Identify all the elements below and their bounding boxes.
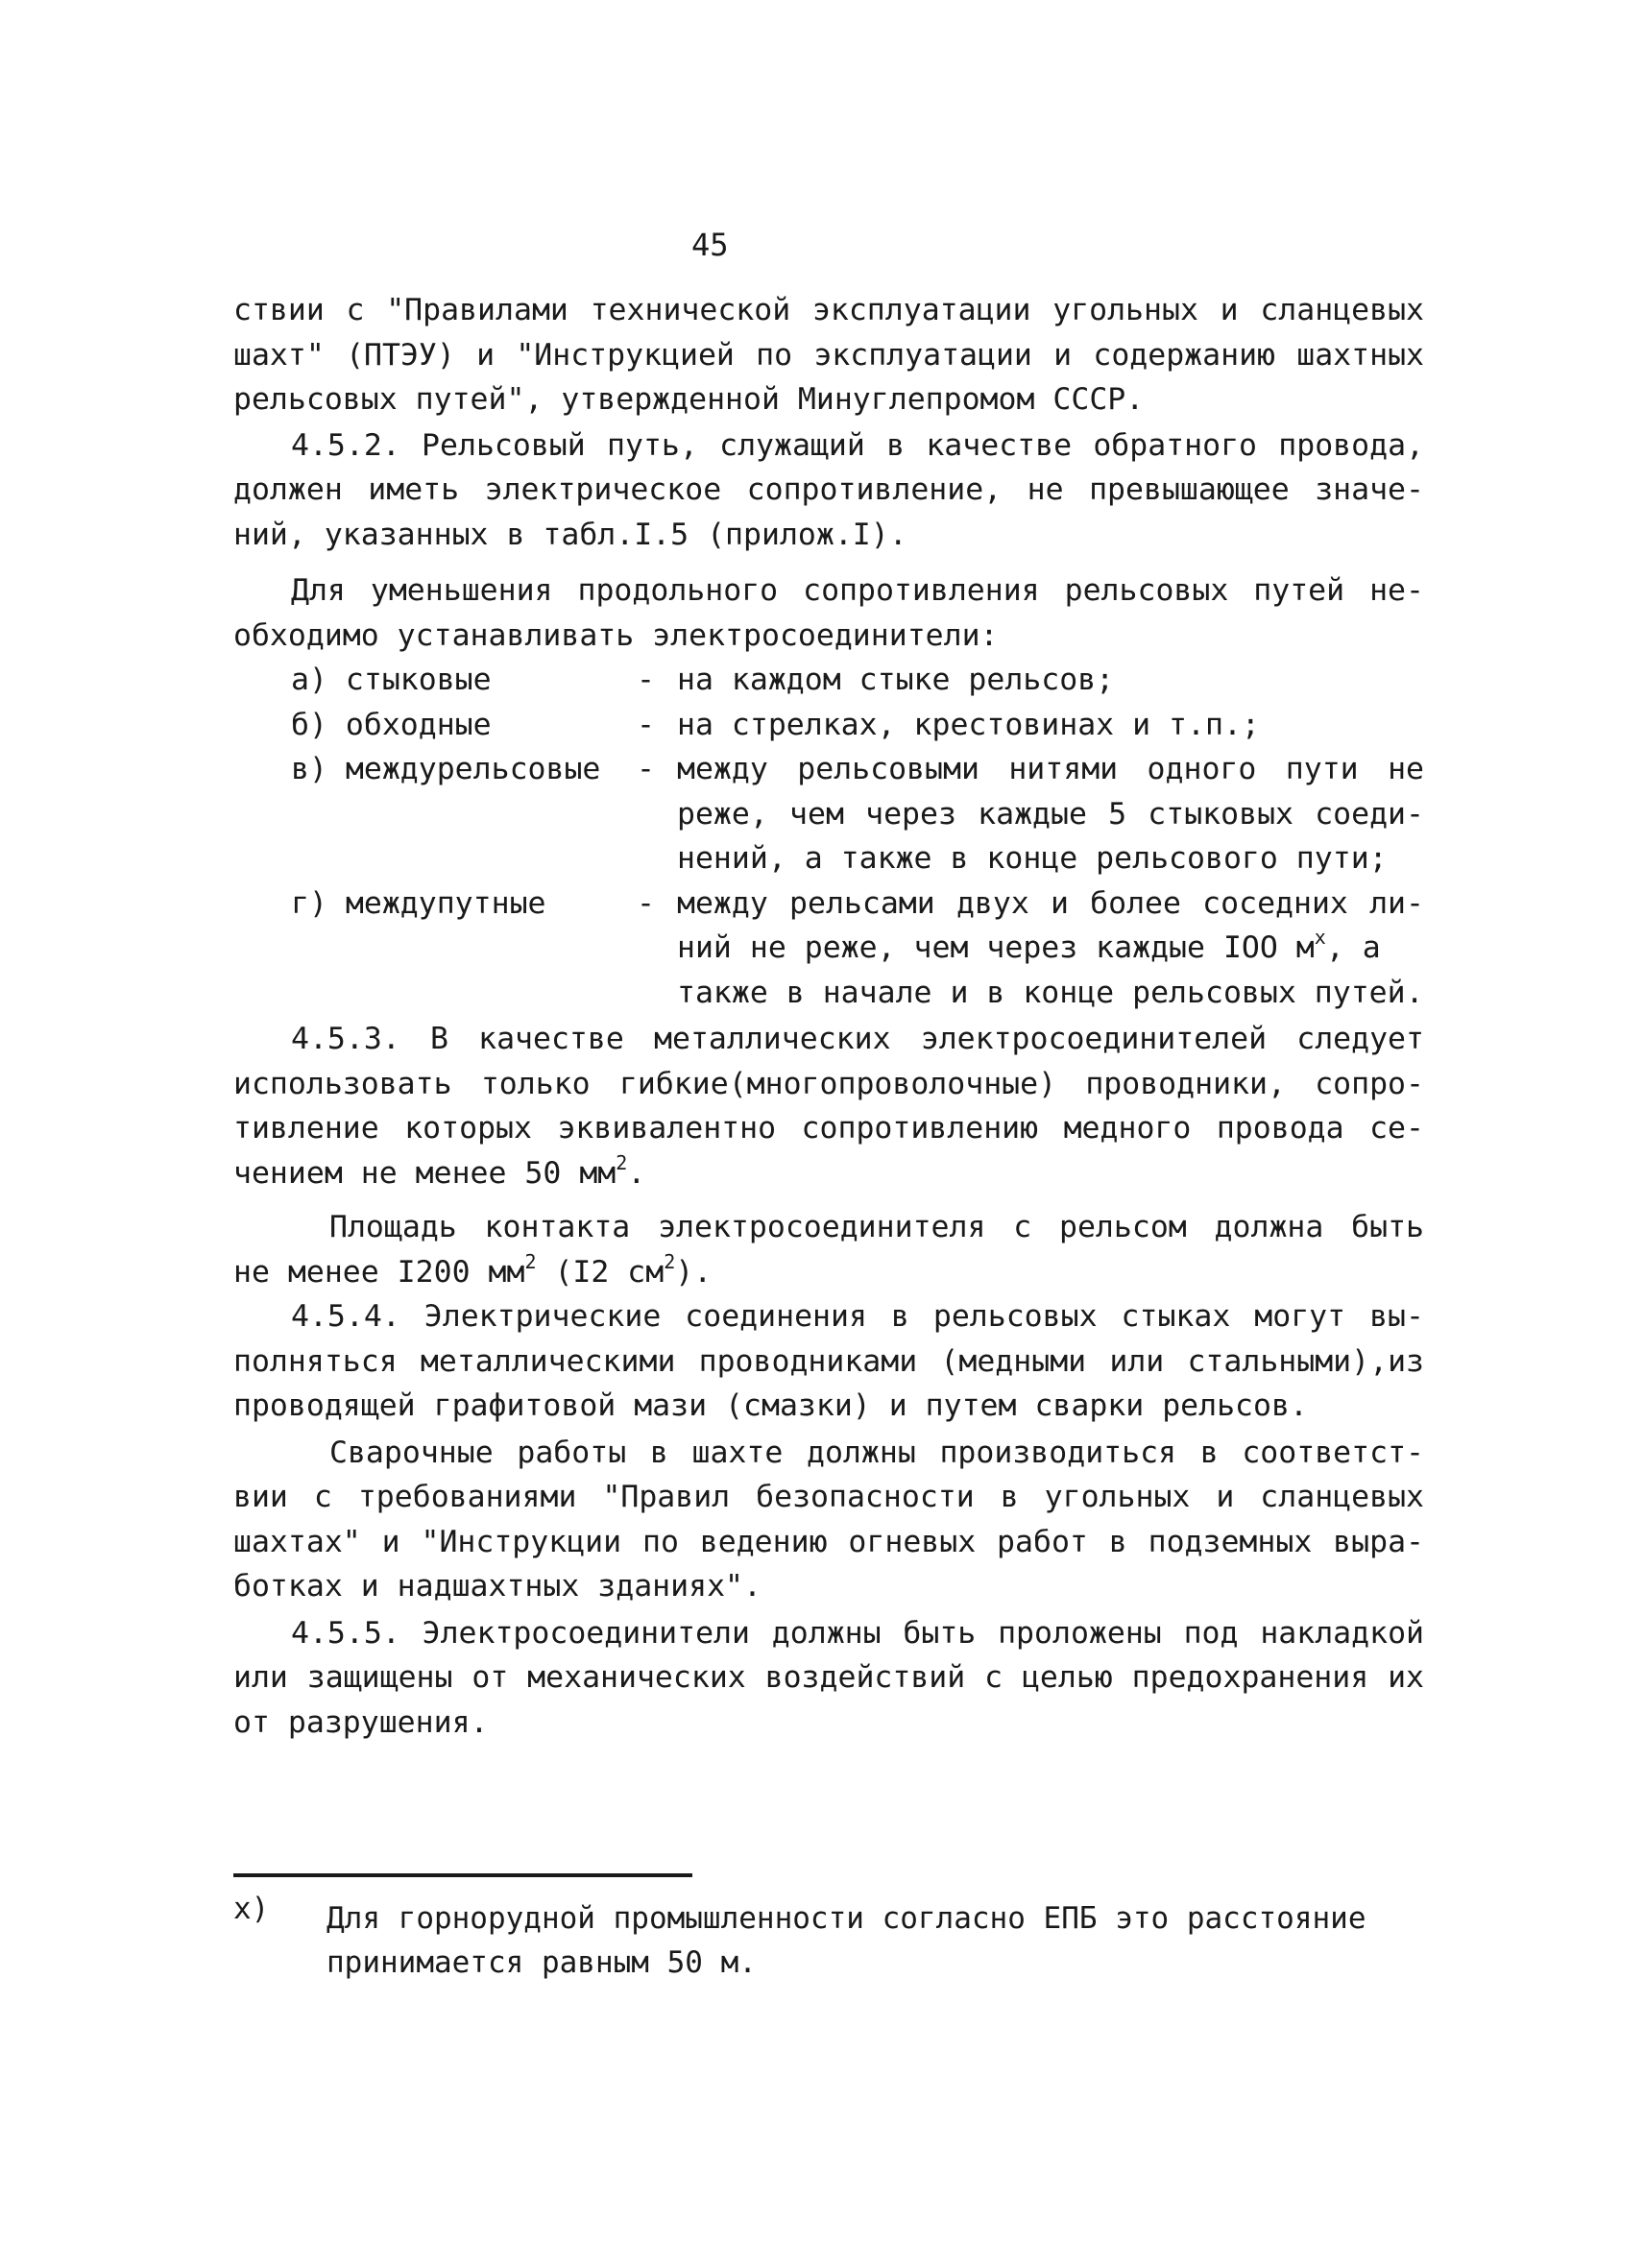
paragraph-continuation: [233, 288, 1424, 422]
superscript: 2: [524, 1249, 537, 1273]
list-item: [233, 881, 1424, 927]
list-dash: -: [637, 752, 655, 786]
list-text-part: ний не реже, чем через каждые IOO м: [677, 930, 1315, 965]
paragraph-contact-area: [233, 1205, 1424, 1294]
footnote-text: [326, 1896, 1366, 1985]
paragraph-4-5-2: [233, 423, 1424, 558]
document-body: [233, 288, 1424, 1745]
list-text-part: , а: [1325, 930, 1381, 965]
list-text: нений, а также в конце рельсового пути;: [677, 841, 1388, 876]
list-item-continuation: [233, 792, 1424, 837]
connector-list: [233, 658, 1424, 1015]
text-line: или защищены от механических воздействий с целью предохранения их: [233, 1660, 1424, 1695]
list-item-continuation: [233, 836, 1424, 881]
text-line: вии с требованиями "Правил безопасности в угольных и сланцевых: [233, 1480, 1424, 1514]
text-line: [233, 1250, 1424, 1295]
list-text: реже, чем через каждые 5 стыковых соеди-: [677, 796, 1424, 832]
text-part: ).: [675, 1254, 713, 1290]
text-line: должен иметь электрическое сопротивление, не превышающее значе-: [233, 472, 1424, 507]
list-label: г) междупутные: [291, 885, 546, 921]
text-line: Площадь контакта электросоединителя с рельсом должна быть: [329, 1210, 1424, 1244]
text-line: 4.5.2. Рельсовый путь, служащий в качестве обратного провода,: [291, 427, 1424, 463]
list-dash: -: [637, 885, 655, 921]
text-line: 4.5.5. Электросоединители должны быть проложены под накладкой: [291, 1615, 1424, 1651]
text-line: [233, 1151, 1424, 1196]
text-line: шахт" (ПТЭУ) и "Инструкцией по эксплуатации и содержанию шахтных: [233, 337, 1424, 373]
text-line: проводящей графитовой мази (смазки) и путем сварки рельсов.: [233, 1388, 1308, 1423]
list-text: между рельсами двух и более соседних ли-: [677, 885, 1424, 921]
text-part: чением не менее 50 мм: [233, 1155, 616, 1191]
text-line: ботках и надшахтных зданиях".: [233, 1569, 762, 1604]
text-line: Для уменьшения продольного сопротивления рельсовых путей не-: [291, 573, 1424, 608]
list-item: [233, 747, 1424, 792]
list-text: также в начале и в конце рельсовых путей.: [677, 975, 1424, 1010]
text-part: не менее I200 мм: [233, 1254, 525, 1290]
list-label: в) междурельсовые: [291, 752, 601, 786]
list-item-continuation: [233, 926, 1424, 971]
paragraph-welding: [233, 1431, 1424, 1609]
list-dash: -: [637, 707, 655, 742]
superscript: 2: [616, 1150, 628, 1174]
text-line: обходимо устанавливать электросоединители:: [233, 617, 999, 653]
list-item: [233, 703, 1424, 748]
paragraph-4-5-4: [233, 1294, 1424, 1429]
list-text: на стрелках, крестовинах и т.п.;: [677, 707, 1260, 742]
text-line: 4.5.3. В качестве металлических электросоединителей следует: [291, 1022, 1424, 1056]
text-line: шахтах" и "Инструкции по ведению огневых работ в подземных выра-: [233, 1524, 1424, 1559]
list-text: между рельсовыми нитями одного пути не: [677, 752, 1424, 786]
text-line: принимается равным 50 м.: [326, 1945, 757, 1980]
text-line: ствии с "Правилами технической эксплуатации угольных и сланцевых: [233, 293, 1424, 327]
text-part: (I2 см: [536, 1254, 665, 1290]
text-line: ний, указанных в табл.I.5 (прилож.I).: [233, 517, 907, 552]
footnote-ref: x: [1314, 926, 1326, 949]
text-line: полняться металлическими проводниками (медными или стальными),из: [233, 1343, 1424, 1379]
footnote-mark: x): [233, 1892, 270, 1926]
paragraph-reduce-resistance: [233, 568, 1424, 658]
list-label: а) стыковые: [291, 663, 492, 697]
footnote-separator: [233, 1873, 692, 1877]
list-item-continuation: [233, 971, 1424, 1016]
paragraph-4-5-5: [233, 1611, 1424, 1746]
paragraph-4-5-3: [233, 1017, 1424, 1195]
list-text: [677, 926, 1424, 971]
list-text: на каждом стыке рельсов;: [677, 663, 1115, 697]
list-label: б) обходные: [291, 707, 492, 742]
page-number: 45: [691, 227, 729, 263]
text-line: Сварочные работы в шахте должны производиться в соответст-: [329, 1435, 1424, 1470]
text-line: Для горнорудной промышленности согласно ЕПБ это расстояние: [326, 1901, 1366, 1936]
text-line: использовать только гибкие(многопроволочные) проводники, сопро-: [233, 1066, 1424, 1101]
text-line: 4.5.4. Электрические соединения в рельсовых стыках могут вы-: [291, 1299, 1424, 1334]
text-part: .: [627, 1155, 646, 1191]
superscript: 2: [664, 1249, 676, 1273]
list-dash: -: [637, 663, 655, 697]
list-item: [233, 658, 1424, 703]
text-line: рельсовых путей", утвержденной Минуглепромом СССР.: [233, 382, 1145, 417]
text-line: тивление которых эквивалентно сопротивлению медного провода се-: [233, 1111, 1424, 1146]
text-line: от разрушения.: [233, 1704, 489, 1740]
